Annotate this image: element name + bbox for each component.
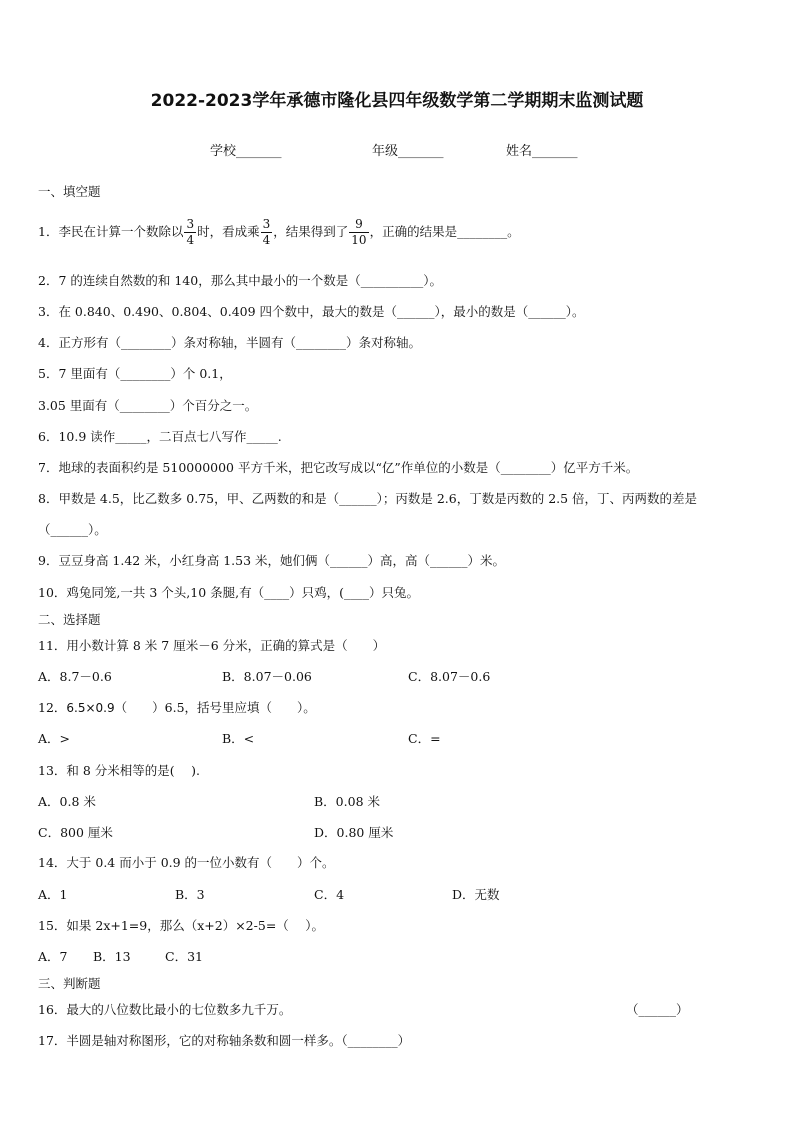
- question-9: 9．豆豆身高 1.42 米，小红身高 1.53 米，她们俩（______）高，高（______）米。: [38, 553, 506, 568]
- q12-expression: 6.5×0.9: [66, 701, 115, 715]
- q13-option-d: D．0.80 厘米: [314, 825, 394, 840]
- section-fill-blank: 一、填空题: [38, 184, 101, 199]
- section-choice: 二、选择题: [38, 612, 101, 627]
- question-5b: 3.05 里面有（________）个百分之一。: [38, 398, 258, 413]
- q12-option-a: A．>: [38, 731, 71, 746]
- question-8b: （______）。: [38, 522, 107, 537]
- question-5a: 5．7 里面有（________）个 0.1，: [38, 366, 232, 381]
- school-field: 学校_______: [210, 144, 282, 159]
- q12-option-b: B．<: [222, 731, 255, 746]
- question-16: 16．最大的八位数比最小的七位数多九千万。: [38, 1002, 292, 1017]
- question-1: 1．李民在计算一个数除以 $\frac{3}{4}$ 时，看成乘 $\frac{3}{4}$ ，结果得到了 $\frac{9}{10}$ ，正确的结果是________。: [38, 217, 520, 247]
- q15-option-a: A．7: [38, 949, 68, 964]
- fraction-2: $\frac{3}{4}$: [262, 217, 271, 247]
- fraction-3: $\frac{9}{10}$: [351, 217, 367, 247]
- question-8a: 8．甲数是 4.5，比乙数多 0.75，甲、乙两数的和是（______）；丙数是 2.6，丁数是丙数的 2.5 倍，丁、丙两数的差是: [38, 491, 698, 506]
- q13-option-b: B．0.08 米: [314, 794, 380, 809]
- name-field: 姓名_______: [506, 144, 578, 159]
- q13-option-c: C．800 厘米: [38, 825, 113, 840]
- q15-option-b: B．13: [93, 949, 131, 964]
- q14-option-b: B．3: [175, 887, 205, 902]
- q16-answer-blank: （______）: [626, 1002, 689, 1017]
- fraction-1: $\frac{3}{4}$: [186, 217, 195, 247]
- question-2: 2．7 的连续自然数的和 140，那么其中最小的一个数是（__________）。: [38, 273, 442, 288]
- question-14: 14．大于 0.4 而小于 0.9 的一位小数有（ ）个。: [38, 855, 335, 870]
- question-3: 3．在 0.840、0.490、0.804、0.409 四个数中，最大的数是（______），最小的数是（______）。: [38, 304, 585, 319]
- question-12: 12．6.5×0.9（ ）6.5，括号里应填（ ）。: [38, 700, 316, 715]
- page-title: 2022-2023学年承德市隆化县四年级数学第二学期期末监测试题: [150, 91, 644, 111]
- q14-option-a: A．1: [38, 887, 68, 902]
- q15-option-c: C．31: [165, 949, 203, 964]
- q12-option-c: C．=: [408, 731, 441, 746]
- q13-option-a: A．0.8 米: [38, 794, 96, 809]
- question-15: 15．如果 2x+1=9，那么（x+2）×2-5=（ ）。: [38, 918, 325, 933]
- q14-option-d: D．无数: [452, 887, 500, 902]
- question-13: 13．和 8 分米相等的是( ).: [38, 763, 201, 778]
- question-6: 6．10.9 读作_____，二百点七八写作_____.: [38, 429, 282, 444]
- q14-option-c: C．4: [314, 887, 345, 902]
- q11-option-c: C．8.07－0.6: [408, 669, 491, 684]
- question-11: 11．用小数计算 8 米 7 厘米－6 分米，正确的算式是（ ）: [38, 638, 386, 653]
- q11-option-b: B．8.07－0.06: [222, 669, 312, 684]
- q11-option-a: A．8.7－0.6: [38, 669, 112, 684]
- section-judgement: 三、判断题: [38, 976, 101, 991]
- question-10: 10．鸡兔同笼,一共 3 个头,10 条腿,有（____）只鸡，(____）只兔。: [38, 585, 419, 600]
- question-4: 4．正方形有（________）条对称轴，半圆有（________）条对称轴。: [38, 335, 421, 350]
- question-17: 17．半圆是轴对称图形，它的对称轴条数和圆一样多。（________）: [38, 1033, 411, 1048]
- grade-field: 年级_______: [372, 144, 444, 159]
- question-7: 7．地球的表面积约是 510000000 平方千米，把它改写成以“亿”作单位的小数是（________）亿平方千米。: [38, 460, 639, 475]
